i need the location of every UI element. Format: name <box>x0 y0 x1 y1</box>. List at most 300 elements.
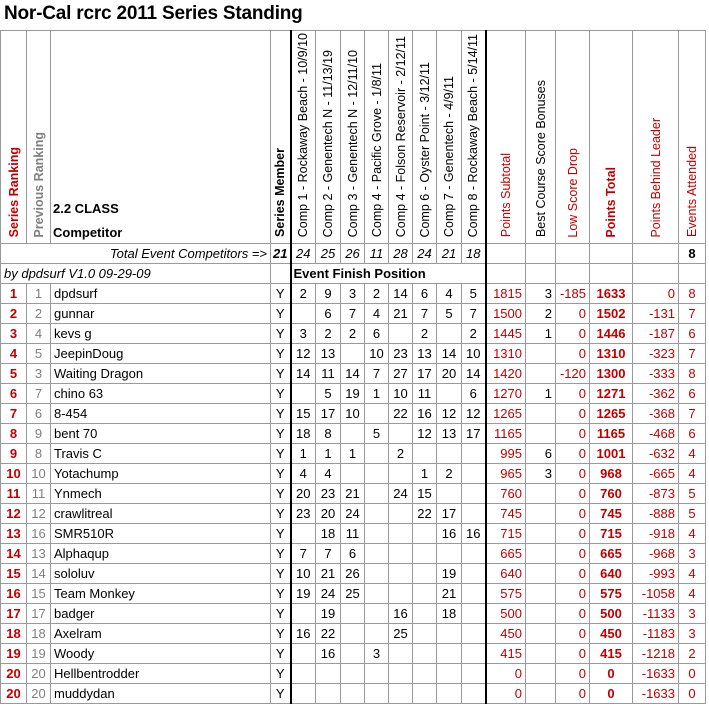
finish-position: 14 <box>437 344 462 364</box>
finish-position <box>389 584 413 604</box>
finish-position: 17 <box>462 424 486 444</box>
bonus-points <box>526 624 556 644</box>
series-member: Y <box>271 564 291 584</box>
finish-position: 13 <box>437 424 462 444</box>
finish-position <box>413 684 437 704</box>
finish-position <box>291 304 316 324</box>
finish-position <box>365 604 389 624</box>
finish-position <box>437 684 462 704</box>
finish-position: 2 <box>316 324 341 344</box>
table-row <box>1 664 706 684</box>
finish-position: 3 <box>341 284 365 304</box>
finish-position: 12 <box>437 404 462 424</box>
events-attended: 5 <box>679 504 706 524</box>
series-member: Y <box>271 684 291 704</box>
finish-position: 4 <box>291 464 316 484</box>
bonus-points: 2 <box>526 304 556 324</box>
finish-position: 13 <box>413 344 437 364</box>
table-row <box>1 524 706 544</box>
finish-position: 1 <box>365 384 389 404</box>
low-score-drop: 0 <box>556 344 590 364</box>
finish-position <box>341 664 365 684</box>
finish-position <box>413 564 437 584</box>
comp-header-6: Comp 6 - Oyster Point - 3/12/11 <box>413 31 437 244</box>
series-member: Y <box>271 624 291 644</box>
points-behind-leader: -1633 <box>633 664 679 684</box>
finish-position: 10 <box>389 384 413 404</box>
finish-position <box>389 644 413 664</box>
finish-position <box>462 544 486 564</box>
finish-position: 5 <box>316 384 341 404</box>
finish-position <box>413 524 437 544</box>
finish-position: 1 <box>341 444 365 464</box>
table-row <box>1 424 706 444</box>
series-rank: 15 <box>1 564 27 584</box>
finish-position: 21 <box>341 484 365 504</box>
points-total: 1633 <box>590 284 633 304</box>
table-row <box>1 344 706 364</box>
points-total-header: Points Total <box>590 31 633 244</box>
low-score-drop: 0 <box>556 464 590 484</box>
table-row <box>1 604 706 624</box>
series-rank: 5 <box>1 364 27 384</box>
previous-rank: 19 <box>27 644 51 664</box>
events-total: 8 <box>679 244 706 264</box>
empty-cell <box>486 264 526 284</box>
points-behind-leader: -131 <box>633 304 679 324</box>
finish-position: 2 <box>291 284 316 304</box>
points-behind-leader: -362 <box>633 384 679 404</box>
finish-position <box>389 324 413 344</box>
bonus-points <box>526 564 556 584</box>
previous-rank: 13 <box>27 544 51 564</box>
bonus-points: 3 <box>526 464 556 484</box>
finish-position: 21 <box>316 564 341 584</box>
previous-rank: 1 <box>27 284 51 304</box>
low-score-drop: 0 <box>556 424 590 444</box>
finish-position <box>413 584 437 604</box>
finish-position <box>365 504 389 524</box>
series-member: Y <box>271 484 291 504</box>
low-score-drop: 0 <box>556 684 590 704</box>
series-rank: 18 <box>1 624 27 644</box>
table-row <box>1 684 706 704</box>
table-row <box>1 484 706 504</box>
comp-header-7: Comp 7 - Genentech - 4/9/11 <box>437 31 462 244</box>
finish-position <box>291 644 316 664</box>
finish-position: 17 <box>437 504 462 524</box>
points-behind-leader: -1133 <box>633 604 679 624</box>
points-total: 1165 <box>590 424 633 444</box>
points-behind-leader: -323 <box>633 344 679 364</box>
finish-position <box>365 464 389 484</box>
bonus-points <box>526 664 556 684</box>
low-score-drop: 0 <box>556 644 590 664</box>
subheader-row <box>1 264 706 284</box>
series-rank: 17 <box>1 604 27 624</box>
bonus-points <box>526 584 556 604</box>
bonus-points: 6 <box>526 444 556 464</box>
previous-rank: 11 <box>27 484 51 504</box>
series-member: Y <box>271 324 291 344</box>
series-member: Y <box>271 644 291 664</box>
events-attended: 0 <box>679 664 706 684</box>
finish-position <box>462 504 486 524</box>
finish-position: 6 <box>316 304 341 324</box>
points-subtotal: 760 <box>486 484 526 504</box>
points-subtotal: 415 <box>486 644 526 664</box>
series-rank: 20 <box>1 684 27 704</box>
event-finish-label: Event Finish Position <box>291 264 486 284</box>
events-attended: 6 <box>679 424 706 444</box>
finish-position: 19 <box>437 564 462 584</box>
points-total: 640 <box>590 564 633 584</box>
class-label: 2.2 CLASS <box>53 201 119 216</box>
finish-position: 23 <box>316 484 341 504</box>
table-row <box>1 504 706 524</box>
finish-position: 10 <box>341 404 365 424</box>
competitor-name: Team Monkey <box>51 584 271 604</box>
comp-header-5: Comp 4 - Folson Reservoir - 2/12/11 <box>389 31 413 244</box>
empty-cell <box>590 264 633 284</box>
finish-position: 14 <box>462 364 486 384</box>
finish-position: 18 <box>316 524 341 544</box>
series-member: Y <box>271 504 291 524</box>
table-row <box>1 644 706 664</box>
empty-cell <box>271 264 291 284</box>
series-member: Y <box>271 544 291 564</box>
finish-position <box>462 684 486 704</box>
events-attended: 4 <box>679 584 706 604</box>
series-member: Y <box>271 364 291 384</box>
points-total: 1310 <box>590 344 633 364</box>
finish-position: 12 <box>462 404 486 424</box>
finish-position <box>365 524 389 544</box>
points-subtotal: 575 <box>486 584 526 604</box>
points-total: 1265 <box>590 404 633 424</box>
events-attended: 7 <box>679 304 706 324</box>
finish-position: 2 <box>462 324 486 344</box>
finish-position <box>437 644 462 664</box>
finish-position <box>462 604 486 624</box>
points-total: 665 <box>590 544 633 564</box>
table-row <box>1 384 706 404</box>
points-subtotal: 640 <box>486 564 526 584</box>
previous-rank: 2 <box>27 304 51 324</box>
previous-rank: 16 <box>27 524 51 544</box>
low-score-drop: -185 <box>556 284 590 304</box>
comp-count: 18 <box>462 244 486 264</box>
points-behind-leader: -632 <box>633 444 679 464</box>
finish-position <box>413 624 437 644</box>
table-row <box>1 364 706 384</box>
finish-position: 16 <box>413 404 437 424</box>
finish-position: 19 <box>316 604 341 624</box>
finish-position: 4 <box>437 284 462 304</box>
previous-rank: 7 <box>27 384 51 404</box>
competitor-name: Waiting Dragon <box>51 364 271 384</box>
finish-position: 6 <box>341 544 365 564</box>
points-subtotal: 995 <box>486 444 526 464</box>
finish-position: 1 <box>291 444 316 464</box>
comp-header-3: Comp 3 - Genentech N - 12/11/10 <box>341 31 365 244</box>
series-rank: 11 <box>1 484 27 504</box>
finish-position: 1 <box>413 464 437 484</box>
finish-position: 6 <box>462 384 486 404</box>
points-subtotal: 1500 <box>486 304 526 324</box>
comp-header-8: Comp 8 - Rockaway Beach - 5/14/11 <box>462 31 486 244</box>
finish-position: 7 <box>365 364 389 384</box>
finish-position: 20 <box>316 504 341 524</box>
events-attended: 4 <box>679 464 706 484</box>
competitor-header <box>51 31 271 244</box>
finish-position: 5 <box>437 304 462 324</box>
events-attended: 3 <box>679 604 706 624</box>
previous-rank: 18 <box>27 624 51 644</box>
points-subtotal: 1165 <box>486 424 526 444</box>
events-attended: 8 <box>679 364 706 384</box>
competitor-name: Hellbentrodder <box>51 664 271 684</box>
points-total: 415 <box>590 644 633 664</box>
finish-position: 10 <box>365 344 389 364</box>
bonus-points <box>526 604 556 624</box>
behind-leader-header: Points Behind Leader <box>633 31 679 244</box>
points-subtotal: 665 <box>486 544 526 564</box>
competitor-name: Travis C <box>51 444 271 464</box>
competitor-name: crawlitreal <box>51 504 271 524</box>
table-row <box>1 584 706 604</box>
finish-position <box>389 664 413 684</box>
finish-position <box>437 624 462 644</box>
comp-count: 25 <box>316 244 341 264</box>
low-score-drop: 0 <box>556 524 590 544</box>
empty-cell <box>486 244 526 264</box>
points-subtotal: 0 <box>486 684 526 704</box>
points-total: 1502 <box>590 304 633 324</box>
finish-position: 4 <box>365 304 389 324</box>
finish-position: 15 <box>413 484 437 504</box>
bonuses-header: Best Course Score Bonuses <box>526 31 556 244</box>
competitor-name: chino 63 <box>51 384 271 404</box>
comp-count: 28 <box>389 244 413 264</box>
events-attended: 6 <box>679 324 706 344</box>
bonus-points: 1 <box>526 324 556 344</box>
finish-position <box>365 584 389 604</box>
finish-position: 16 <box>462 524 486 544</box>
finish-position <box>413 604 437 624</box>
empty-cell <box>633 244 679 264</box>
points-subtotal: 745 <box>486 504 526 524</box>
finish-position <box>365 484 389 504</box>
points-total: 968 <box>590 464 633 484</box>
points-total: 1001 <box>590 444 633 464</box>
low-score-drop: 0 <box>556 604 590 624</box>
finish-position: 17 <box>316 404 341 424</box>
previous-rank: 8 <box>27 444 51 464</box>
bonus-points <box>526 644 556 664</box>
finish-position: 11 <box>316 364 341 384</box>
finish-position: 2 <box>413 324 437 344</box>
competitor-name: Alphaqup <box>51 544 271 564</box>
finish-position: 16 <box>437 524 462 544</box>
empty-cell <box>526 264 556 284</box>
finish-position: 14 <box>291 364 316 384</box>
finish-position <box>389 464 413 484</box>
finish-position: 8 <box>316 424 341 444</box>
series-rank: 12 <box>1 504 27 524</box>
competitor-name: badger <box>51 604 271 624</box>
finish-position <box>365 544 389 564</box>
events-attended: 2 <box>679 644 706 664</box>
finish-position <box>341 464 365 484</box>
series-rank: 16 <box>1 584 27 604</box>
finish-position <box>341 624 365 644</box>
previous-rank: 14 <box>27 564 51 584</box>
points-subtotal: 965 <box>486 464 526 484</box>
finish-position: 19 <box>291 584 316 604</box>
points-behind-leader: -968 <box>633 544 679 564</box>
finish-position: 2 <box>365 284 389 304</box>
points-total: 575 <box>590 584 633 604</box>
previous-rank: 17 <box>27 604 51 624</box>
bonus-points <box>526 544 556 564</box>
competitor-name: Yotachump <box>51 464 271 484</box>
low-score-drop: 0 <box>556 544 590 564</box>
events-attended: 4 <box>679 524 706 544</box>
empty-cell <box>633 264 679 284</box>
empty-cell <box>526 244 556 264</box>
previous-ranking-header: Previous Ranking <box>27 31 51 244</box>
points-behind-leader: -918 <box>633 524 679 544</box>
table-row <box>1 404 706 424</box>
empty-cell <box>679 264 706 284</box>
finish-position <box>413 664 437 684</box>
finish-position <box>389 424 413 444</box>
bonus-points <box>526 344 556 364</box>
finish-position <box>389 524 413 544</box>
empty-cell <box>556 244 590 264</box>
finish-position: 5 <box>462 284 486 304</box>
series-member: Y <box>271 284 291 304</box>
finish-position: 22 <box>316 624 341 644</box>
finish-position <box>462 644 486 664</box>
table-row <box>1 324 706 344</box>
finish-position: 10 <box>291 564 316 584</box>
series-rank: 20 <box>1 664 27 684</box>
finish-position <box>291 684 316 704</box>
comp-header-2: Comp 2 - Genentech N - 11/13/19 <box>316 31 341 244</box>
finish-position: 12 <box>413 424 437 444</box>
low-score-drop: 0 <box>556 404 590 424</box>
points-behind-leader: -888 <box>633 504 679 524</box>
previous-rank: 3 <box>27 364 51 384</box>
finish-position: 18 <box>437 604 462 624</box>
points-total: 0 <box>590 664 633 684</box>
finish-position: 19 <box>341 384 365 404</box>
series-member: Y <box>271 664 291 684</box>
finish-position: 12 <box>291 344 316 364</box>
comp-header-1: Comp 1 - Rockaway Beach - 10/9/10 <box>291 31 316 244</box>
series-member: Y <box>271 444 291 464</box>
points-total: 500 <box>590 604 633 624</box>
low-score-drop: 0 <box>556 384 590 404</box>
bonus-points <box>526 404 556 424</box>
points-subtotal: 1445 <box>486 324 526 344</box>
finish-position: 5 <box>365 424 389 444</box>
finish-position <box>462 484 486 504</box>
previous-rank: 6 <box>27 404 51 424</box>
competitor-name: 8-454 <box>51 404 271 424</box>
previous-rank: 20 <box>27 684 51 704</box>
finish-position <box>291 384 316 404</box>
low-score-drop: 0 <box>556 624 590 644</box>
series-member: Y <box>271 604 291 624</box>
series-rank: 10 <box>1 464 27 484</box>
points-behind-leader: -665 <box>633 464 679 484</box>
events-attended: 6 <box>679 384 706 404</box>
finish-position <box>437 484 462 504</box>
series-rank: 13 <box>1 524 27 544</box>
series-rank: 6 <box>1 384 27 404</box>
finish-position: 10 <box>462 344 486 364</box>
sheet-title: Nor-Cal rcrc 2011 Series Standing <box>4 3 303 24</box>
finish-position <box>365 624 389 644</box>
finish-position <box>462 444 486 464</box>
series-rank: 2 <box>1 304 27 324</box>
points-subtotal: 1815 <box>486 284 526 304</box>
series-member: Y <box>271 344 291 364</box>
finish-position: 24 <box>316 584 341 604</box>
finish-position: 11 <box>413 384 437 404</box>
finish-position <box>462 624 486 644</box>
finish-position <box>437 444 462 464</box>
previous-rank: 10 <box>27 464 51 484</box>
series-member: Y <box>271 524 291 544</box>
points-total: 745 <box>590 504 633 524</box>
series-rank: 3 <box>1 324 27 344</box>
header-row <box>1 31 706 244</box>
finish-position <box>462 664 486 684</box>
finish-position <box>341 424 365 444</box>
finish-position: 20 <box>437 364 462 384</box>
points-behind-leader: -187 <box>633 324 679 344</box>
finish-position: 23 <box>389 344 413 364</box>
finish-position <box>291 664 316 684</box>
series-member-header: Series Member <box>271 31 291 244</box>
previous-rank: 4 <box>27 324 51 344</box>
member-total: 21 <box>271 244 291 264</box>
previous-rank: 5 <box>27 344 51 364</box>
competitor-name: kevs g <box>51 324 271 344</box>
competitor-name: sololuv <box>51 564 271 584</box>
points-behind-leader: -1058 <box>633 584 679 604</box>
standings-table <box>0 30 706 704</box>
series-member: Y <box>271 584 291 604</box>
finish-position <box>389 684 413 704</box>
finish-position: 21 <box>437 584 462 604</box>
finish-position: 14 <box>389 284 413 304</box>
finish-position <box>389 564 413 584</box>
finish-position <box>316 684 341 704</box>
competitor-name: dpdsurf <box>51 284 271 304</box>
finish-position <box>413 544 437 564</box>
finish-position <box>413 444 437 464</box>
bonus-points: 3 <box>526 284 556 304</box>
low-score-drop: 0 <box>556 484 590 504</box>
series-member: Y <box>271 384 291 404</box>
points-behind-leader: -993 <box>633 564 679 584</box>
finish-position: 3 <box>291 324 316 344</box>
